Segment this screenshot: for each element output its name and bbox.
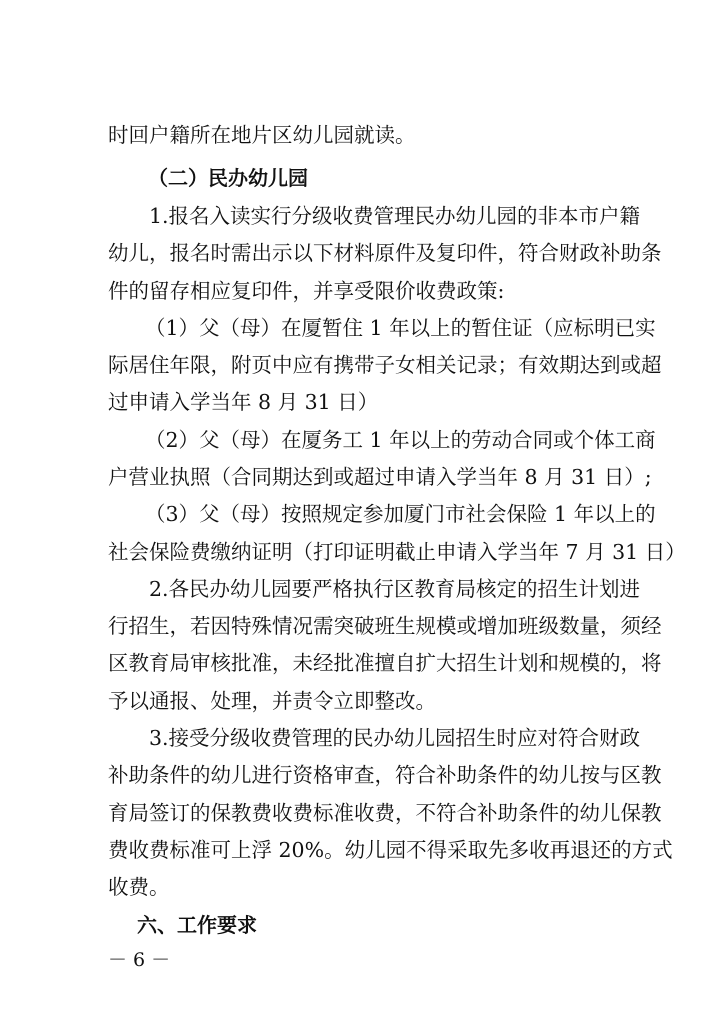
body-text-line: 收费。: [108, 875, 170, 899]
body-text-line: 件的留存相应复印件，并享受限价收费政策:: [108, 279, 505, 303]
body-text-line: 费收费标准可上浮 20%。幼儿园不得采取先多收再退还的方式: [108, 838, 673, 862]
body-text-line: 1.报名入读实行分级收费管理民办幼儿园的非本市户籍: [149, 204, 641, 228]
body-text-line: 2.各民办幼儿园要严格执行区教育局核定的招生计划进: [149, 577, 641, 601]
section-heading: （二）民办幼儿园: [148, 166, 308, 190]
body-text-line: 3.接受分级收费管理的民办幼儿园招生时应对符合财政: [149, 726, 641, 750]
body-text-line: 社会保险费缴纳证明（打印证明截止申请入学当年 7 月 31 日）: [108, 540, 686, 564]
body-text-line: 行招生，若因特殊情况需突破班生规模或增加班级数量，须经: [108, 614, 662, 638]
section-heading: 六、工作要求: [137, 913, 257, 937]
body-text-line: 补助条件的幼儿进行资格审查，符合补助条件的幼儿按与区教: [108, 763, 662, 787]
body-text-line: 幼儿，报名时需出示以下材料原件及复印件，符合财政补助条: [108, 241, 662, 265]
body-text-line: 际居住年限，附页中应有携带子女相关记录；有效期达到或超: [108, 353, 662, 377]
body-text-line: 时回户籍所在地片区幼儿园就读。: [108, 123, 416, 147]
body-text-line: 予以通报、处理，并责令立即整改。: [108, 689, 436, 713]
body-text-line: 区教育局审核批准，未经批准擅自扩大招生计划和规模的，将: [108, 651, 662, 675]
page-number: － 6 －: [108, 949, 171, 971]
body-text-line: （1）父（母）在厦暂住 1 年以上的暂住证（应标明已实: [145, 316, 656, 340]
body-text-line: 育局签订的保教费收费标准收费，不符合补助条件的幼儿保教: [108, 801, 662, 825]
body-text-line: 过申请入学当年 8 月 31 日）: [108, 390, 379, 414]
body-text-line: （3）父（母）按照规定参加厦门市社会保险 1 年以上的: [145, 502, 656, 526]
body-text-line: 户营业执照（合同期达到或超过申请入学当年 8 月 31 日）;: [108, 465, 652, 489]
body-text-line: （2）父（母）在厦务工 1 年以上的劳动合同或个体工商: [145, 428, 656, 452]
